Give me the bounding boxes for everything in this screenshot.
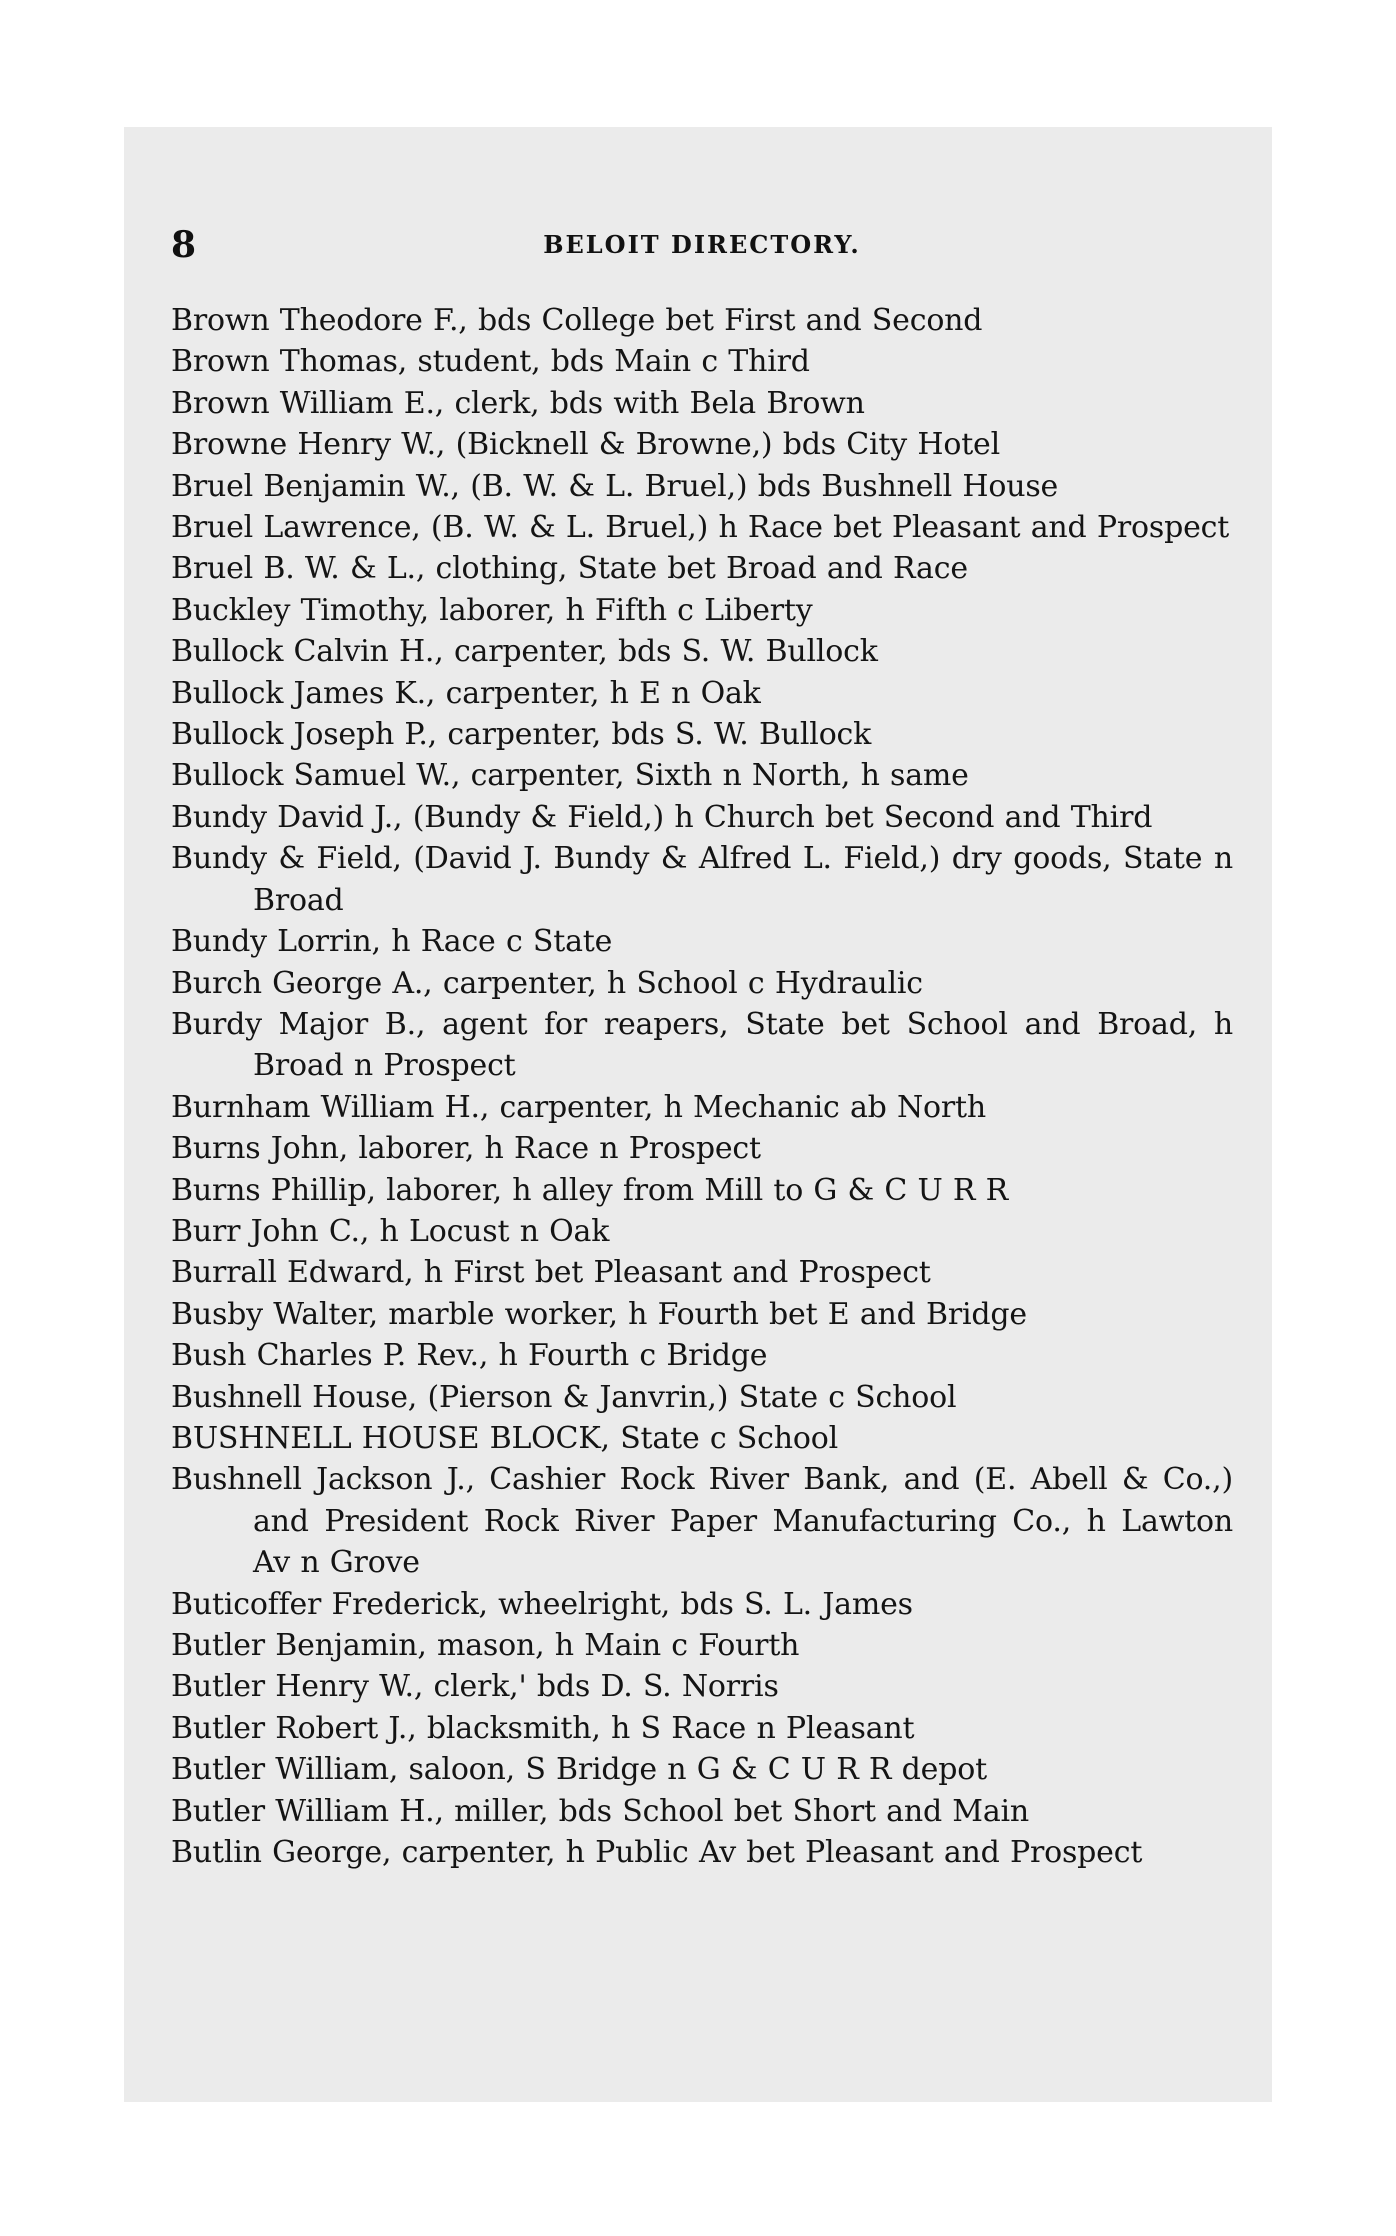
directory-entry: Burns John, laborer, h Race n Prospect <box>171 1131 761 1167</box>
directory-entry: Burrall Edward, h First bet Pleasant and Prospect <box>171 1255 931 1291</box>
directory-entry: Bullock Calvin H., carpenter, bds S. W. Bullock <box>171 634 878 670</box>
directory-entry: Burch George A., carpenter, h School c Hydraulic <box>171 965 923 1001</box>
directory-entries <box>171 300 1233 1873</box>
directory-entry: Butlin George, carpenter, h Public Av bet Pleasant and Prospect <box>171 1835 1143 1871</box>
directory-entry: Burdy Major B., agent for reapers, State bet School and Broad, h Broad n Prospect <box>171 1006 1233 1084</box>
directory-entry: Bush Charles P. Rev., h Fourth c Bridge <box>171 1338 768 1374</box>
directory-entry: BUSHNELL HOUSE BLOCK, State c School <box>171 1420 838 1456</box>
page-number: 8 <box>171 224 197 266</box>
directory-entry: Bruel B. W. & L., clothing, State bet Broad and Race <box>171 551 968 587</box>
directory-entry: Butler William H., miller, bds School bet Short and Main <box>171 1793 1030 1829</box>
directory-entry: Butler Benjamin, mason, h Main c Fourth <box>171 1628 800 1663</box>
directory-entry: Burns Phillip, laborer, h alley from Mill to G & C U R R <box>171 1172 1008 1208</box>
directory-entry: Buckley Timothy, laborer, h Fifth c Liberty <box>171 592 813 628</box>
directory-entry: Bullock Samuel W., carpenter, Sixth n North, h same <box>171 758 969 794</box>
directory-entry: Butler Henry W., clerk,' bds D. S. Norris <box>171 1669 779 1705</box>
running-title: BELOIT DIRECTORY. <box>543 230 861 259</box>
directory-entry: Bushnell House, (Pierson & Janvrin,) State c School <box>171 1379 957 1415</box>
directory-entry: Butler William, saloon, S Bridge n G & C U R R depot <box>171 1752 987 1788</box>
page-header <box>171 224 1233 268</box>
directory-entry: Bullock James K., carpenter, h E n Oak <box>171 675 761 711</box>
directory-entry: Bullock Joseph P., carpenter, bds S. W. Bullock <box>171 717 872 753</box>
directory-entry: Busby Walter, marble worker, h Fourth bet E and Bridge <box>171 1296 1027 1332</box>
directory-entry: Buticoffer Frederick, wheelright, bds S. L. James <box>171 1586 913 1622</box>
directory-entry: Brown Thomas, student, bds Main c Third <box>171 344 810 380</box>
directory-entry: Brown William E., clerk, bds with Bela Brown <box>171 385 865 421</box>
directory-entry: Brown Theodore F., bds College bet First and Second <box>171 303 983 338</box>
directory-entry: Burnham William H., carpenter, h Mechanic ab North <box>171 1089 987 1125</box>
directory-entry: Bruel Lawrence, (B. W. & L. Bruel,) h Race bet Pleasant and Prospect <box>171 510 1230 546</box>
directory-entry: Bundy David J., (Bundy & Field,) h Church bet Second and Third <box>171 799 1153 835</box>
directory-entry: Bundy & Field, (David J. Bundy & Alfred L. Field,) dry goods, State n Broad <box>171 841 1233 918</box>
directory-entry: Burr John C., h Locust n Oak <box>171 1213 610 1249</box>
directory-entry: Butler Robert J., blacksmith, h S Race n Pleasant <box>171 1710 915 1746</box>
directory-entry: Bushnell Jackson J., Cashier Rock River Bank, and (E. Abell & Co.,) and President Rock River Paper Manufacturing Co., h Lawton Av n Grove <box>171 1462 1233 1581</box>
directory-entry: Bundy Lorrin, h Race c State <box>171 924 613 960</box>
directory-entry: Bruel Benjamin W., (B. W. & L. Bruel,) bds Bushnell House <box>171 468 1059 504</box>
directory-entry: Browne Henry W., (Bicknell & Browne,) bds City Hotel <box>171 427 1001 463</box>
